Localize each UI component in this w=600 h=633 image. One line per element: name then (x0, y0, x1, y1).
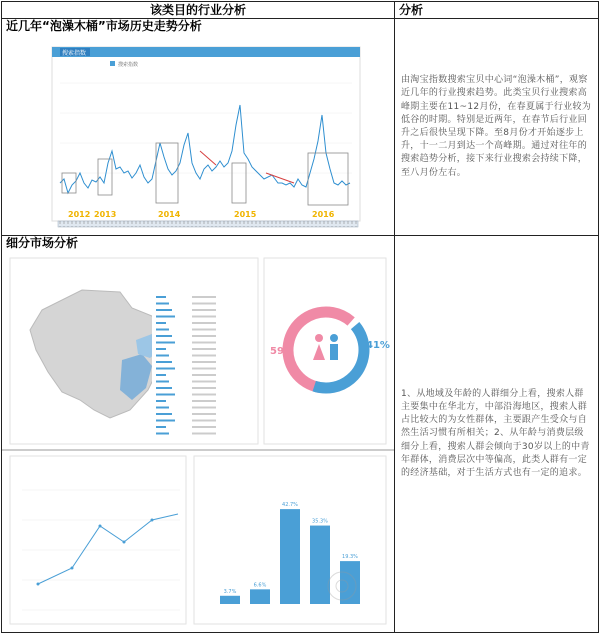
col2-header: 分析 (395, 2, 599, 19)
trend-chart (2, 33, 394, 233)
bar-label: 19.3% (342, 554, 358, 561)
col1-header: 该类目的行业分析 (2, 2, 395, 19)
legend-text: 搜索指数 (118, 62, 139, 68)
bar (310, 526, 330, 604)
bar-label: 35.3% (312, 518, 328, 525)
trend-section-title: 近几年“泡澡木桶”市场历史走势分析 (6, 19, 202, 33)
bar (220, 596, 240, 604)
male-icon (330, 334, 338, 360)
bar (250, 589, 270, 604)
segment-chart-canvas (2, 250, 394, 630)
bar-label: 6.6% (253, 582, 267, 589)
segment-analysis-text: 1、从地域及年龄的人群细分上看，搜索人群主要集中在华北方，中部沿海地区，搜索人群占比较大的为女性群体，主要跟产生受众与自然生活习惯有所相关；2、从年龄与消费层级细分上看，搜索人群会倾向于30岁以上的中青年群体，消费层次中等偏高，此类人群有一定的经济基础，对于生活方式也有一定的追求。 (401, 388, 590, 478)
bar-label: 3.7% (223, 588, 237, 595)
trend-analysis-cell (395, 19, 599, 236)
chart-tab-label: 搜索指数 (62, 50, 87, 57)
legend-swatch (110, 61, 115, 66)
year-label: 2016 (312, 210, 335, 219)
trend-analysis-text: 由淘宝指数搜索宝贝中心词“泡澡木桶”，观察近几年的行业搜索趋势。此类宝贝行业搜索高峰期主要在11~12月份，在春夏属于行业较为低谷的时期。特别是近两年，在春节后行业回升之后很快呈现下降。至8月份才开始逐步上升，十一二月到达一个高峰期。通过对往年的搜索趋势分析，接下来行业搜索会持续下降，至八月份左右。 (401, 75, 592, 178)
male-percentage: 41% (366, 340, 390, 351)
segment-charts (2, 250, 394, 630)
trend-cell (2, 19, 395, 236)
year-label: 2015 (234, 210, 257, 219)
bar (280, 509, 300, 604)
year-label: 2014 (158, 210, 181, 219)
segment-cell (2, 236, 395, 633)
year-label: 2012 (68, 210, 91, 219)
segment-section-title: 细分市场分析 (6, 236, 79, 250)
segment-analysis-cell (395, 236, 599, 633)
analysis-table (1, 1, 599, 633)
year-label: 2013 (94, 210, 117, 219)
trend-chart-area (2, 33, 394, 233)
bar-label: 42.7% (282, 502, 298, 509)
female-percentage: 59% (270, 346, 294, 357)
